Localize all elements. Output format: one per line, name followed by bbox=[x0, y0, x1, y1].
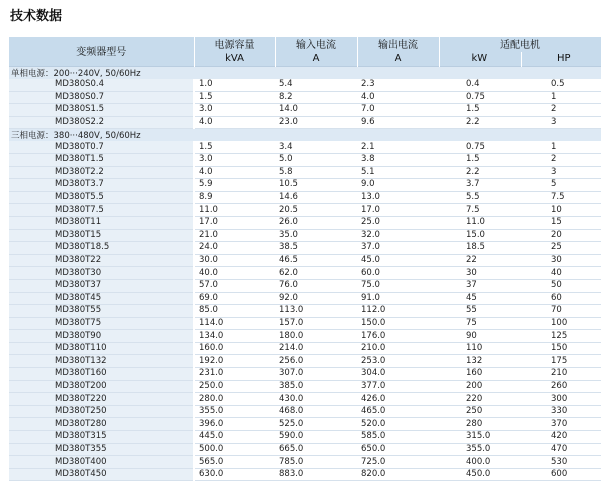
motor-hp-cell: 40 bbox=[521, 267, 601, 280]
input-current-cell: 468.0 bbox=[275, 405, 357, 418]
input-current-cell: 5.4 bbox=[275, 79, 357, 91]
motor-kw-cell: 450.0 bbox=[439, 468, 521, 481]
input-current-cell: 3.4 bbox=[275, 141, 357, 153]
table-row bbox=[9, 292, 601, 305]
model-cell: MD380T1.5 bbox=[9, 153, 194, 166]
motor-kw-cell: 22 bbox=[439, 254, 521, 267]
page-title: 技术数据 bbox=[10, 9, 63, 24]
table-row bbox=[9, 216, 601, 229]
output-current-cell: 650.0 bbox=[357, 443, 439, 456]
power-kva-cell: 17.0 bbox=[194, 216, 275, 229]
motor-kw-cell: 400.0 bbox=[439, 456, 521, 469]
model-cell: MD380T250 bbox=[9, 405, 194, 418]
motor-hp-cell: 260 bbox=[521, 380, 601, 393]
motor-hp-cell: 150 bbox=[521, 342, 601, 355]
model-cell: MD380T15 bbox=[9, 229, 194, 242]
input-current-cell: 214.0 bbox=[275, 342, 357, 355]
table-row bbox=[9, 305, 601, 318]
motor-kw-cell: 11.0 bbox=[439, 216, 521, 229]
power-kva-cell: 57.0 bbox=[194, 279, 275, 292]
power-kva-cell: 445.0 bbox=[194, 431, 275, 444]
input-current-cell: 157.0 bbox=[275, 317, 357, 330]
table-row bbox=[9, 330, 601, 343]
header-power-unit: kVA bbox=[194, 52, 275, 67]
power-kva-cell: 1.5 bbox=[194, 91, 275, 104]
model-cell: MD380T450 bbox=[9, 468, 194, 481]
model-cell: MD380T5.5 bbox=[9, 191, 194, 204]
motor-kw-cell: 1.5 bbox=[439, 153, 521, 166]
motor-kw-cell: 250 bbox=[439, 405, 521, 418]
output-current-cell: 150.0 bbox=[357, 317, 439, 330]
table-row bbox=[9, 91, 601, 104]
power-kva-cell: 1.5 bbox=[194, 141, 275, 153]
output-current-cell: 25.0 bbox=[357, 216, 439, 229]
output-current-cell: 37.0 bbox=[357, 242, 439, 255]
motor-kw-cell: 3.7 bbox=[439, 179, 521, 192]
table-row bbox=[9, 254, 601, 267]
motor-hp-cell: 70 bbox=[521, 305, 601, 318]
model-cell: MD380T18.5 bbox=[9, 242, 194, 255]
motor-kw-cell: 160 bbox=[439, 368, 521, 381]
motor-hp-cell: 1 bbox=[521, 141, 601, 153]
power-kva-cell: 134.0 bbox=[194, 330, 275, 343]
output-current-cell: 2.1 bbox=[357, 141, 439, 153]
model-cell: MD380T11 bbox=[9, 216, 194, 229]
table-row bbox=[9, 393, 601, 406]
input-current-cell: 5.8 bbox=[275, 166, 357, 179]
input-current-cell: 385.0 bbox=[275, 380, 357, 393]
motor-kw-cell: 280 bbox=[439, 418, 521, 431]
table-row bbox=[9, 317, 601, 330]
power-kva-cell: 30.0 bbox=[194, 254, 275, 267]
input-current-cell: 256.0 bbox=[275, 355, 357, 368]
table-row bbox=[9, 153, 601, 166]
output-current-cell: 13.0 bbox=[357, 191, 439, 204]
motor-hp-cell: 600 bbox=[521, 468, 601, 481]
motor-hp-cell: 15 bbox=[521, 216, 601, 229]
motor-kw-cell: 45 bbox=[439, 292, 521, 305]
motor-hp-cell: 175 bbox=[521, 355, 601, 368]
motor-kw-cell: 75 bbox=[439, 317, 521, 330]
motor-hp-cell: 2 bbox=[521, 104, 601, 117]
model-cell: MD380T3.7 bbox=[9, 179, 194, 192]
table-row bbox=[9, 279, 601, 292]
power-kva-cell: 630.0 bbox=[194, 468, 275, 481]
table-row bbox=[9, 116, 601, 129]
model-cell: MD380T400 bbox=[9, 456, 194, 469]
output-current-cell: 725.0 bbox=[357, 456, 439, 469]
motor-hp-cell: 100 bbox=[521, 317, 601, 330]
motor-hp-cell: 300 bbox=[521, 393, 601, 406]
motor-kw-cell: 200 bbox=[439, 380, 521, 393]
motor-hp-cell: 60 bbox=[521, 292, 601, 305]
motor-hp-cell: 530 bbox=[521, 456, 601, 469]
power-kva-cell: 8.9 bbox=[194, 191, 275, 204]
output-current-cell: 520.0 bbox=[357, 418, 439, 431]
input-current-cell: 62.0 bbox=[275, 267, 357, 280]
header-model: 变频器型号 bbox=[9, 37, 194, 67]
output-current-cell: 5.1 bbox=[357, 166, 439, 179]
header-input-unit: A bbox=[275, 52, 357, 67]
table-row bbox=[9, 104, 601, 117]
motor-hp-cell: 210 bbox=[521, 368, 601, 381]
motor-hp-cell: 25 bbox=[521, 242, 601, 255]
output-current-cell: 3.8 bbox=[357, 153, 439, 166]
power-kva-cell: 500.0 bbox=[194, 443, 275, 456]
motor-hp-cell: 0.5 bbox=[521, 79, 601, 91]
output-current-cell: 377.0 bbox=[357, 380, 439, 393]
input-current-cell: 883.0 bbox=[275, 468, 357, 481]
motor-kw-cell: 2.2 bbox=[439, 166, 521, 179]
model-cell: MD380T0.7 bbox=[9, 141, 194, 153]
motor-kw-cell: 90 bbox=[439, 330, 521, 343]
table-row bbox=[9, 355, 601, 368]
power-kva-cell: 21.0 bbox=[194, 229, 275, 242]
motor-hp-cell: 125 bbox=[521, 330, 601, 343]
header-output-current: 输出电流 bbox=[357, 37, 439, 52]
motor-kw-cell: 37 bbox=[439, 279, 521, 292]
model-cell: MD380T132 bbox=[9, 355, 194, 368]
input-current-cell: 665.0 bbox=[275, 443, 357, 456]
motor-hp-cell: 3 bbox=[521, 166, 601, 179]
motor-kw-cell: 355.0 bbox=[439, 443, 521, 456]
motor-kw-cell: 7.5 bbox=[439, 204, 521, 217]
header-output-unit: A bbox=[357, 52, 439, 67]
model-cell: MD380T30 bbox=[9, 267, 194, 280]
section-three-phase-label: 三相电源：380···480V, 50/60Hz bbox=[9, 129, 601, 142]
power-kva-cell: 231.0 bbox=[194, 368, 275, 381]
motor-kw-cell: 18.5 bbox=[439, 242, 521, 255]
power-kva-cell: 5.9 bbox=[194, 179, 275, 192]
motor-kw-cell: 0.4 bbox=[439, 79, 521, 91]
table-row bbox=[9, 368, 601, 381]
model-cell: MD380T45 bbox=[9, 292, 194, 305]
power-kva-cell: 3.0 bbox=[194, 104, 275, 117]
table-row bbox=[9, 204, 601, 217]
power-kva-cell: 396.0 bbox=[194, 418, 275, 431]
input-current-cell: 10.5 bbox=[275, 179, 357, 192]
table-body bbox=[9, 67, 601, 481]
table-row bbox=[9, 166, 601, 179]
input-current-cell: 92.0 bbox=[275, 292, 357, 305]
table-row bbox=[9, 418, 601, 431]
motor-kw-cell: 110 bbox=[439, 342, 521, 355]
input-current-cell: 26.0 bbox=[275, 216, 357, 229]
motor-hp-cell: 470 bbox=[521, 443, 601, 456]
power-kva-cell: 160.0 bbox=[194, 342, 275, 355]
input-current-cell: 525.0 bbox=[275, 418, 357, 431]
motor-hp-cell: 3 bbox=[521, 116, 601, 129]
power-kva-cell: 11.0 bbox=[194, 204, 275, 217]
model-cell: MD380T22 bbox=[9, 254, 194, 267]
input-current-cell: 180.0 bbox=[275, 330, 357, 343]
motor-kw-cell: 315.0 bbox=[439, 431, 521, 444]
table-row bbox=[9, 229, 601, 242]
header-input-current: 输入电流 bbox=[275, 37, 357, 52]
output-current-cell: 91.0 bbox=[357, 292, 439, 305]
power-kva-cell: 3.0 bbox=[194, 153, 275, 166]
header-hp-unit: HP bbox=[521, 52, 601, 67]
header-kw-unit: kW bbox=[439, 52, 521, 67]
model-cell: MD380T280 bbox=[9, 418, 194, 431]
model-cell: MD380T160 bbox=[9, 368, 194, 381]
output-current-cell: 304.0 bbox=[357, 368, 439, 381]
motor-hp-cell: 10 bbox=[521, 204, 601, 217]
output-current-cell: 176.0 bbox=[357, 330, 439, 343]
motor-hp-cell: 330 bbox=[521, 405, 601, 418]
table-row bbox=[9, 380, 601, 393]
header-motor: 适配电机 bbox=[439, 37, 601, 52]
power-kva-cell: 114.0 bbox=[194, 317, 275, 330]
input-current-cell: 113.0 bbox=[275, 305, 357, 318]
table-row bbox=[9, 456, 601, 469]
output-current-cell: 60.0 bbox=[357, 267, 439, 280]
table-row bbox=[9, 179, 601, 192]
output-current-cell: 9.0 bbox=[357, 179, 439, 192]
input-current-cell: 785.0 bbox=[275, 456, 357, 469]
table-row bbox=[9, 468, 601, 481]
header-power: 电源容量 bbox=[194, 37, 275, 52]
model-cell: MD380S0.7 bbox=[9, 91, 194, 104]
output-current-cell: 4.0 bbox=[357, 91, 439, 104]
power-kva-cell: 565.0 bbox=[194, 456, 275, 469]
motor-kw-cell: 30 bbox=[439, 267, 521, 280]
model-cell: MD380S2.2 bbox=[9, 116, 194, 129]
table-row bbox=[9, 342, 601, 355]
output-current-cell: 112.0 bbox=[357, 305, 439, 318]
power-kva-cell: 24.0 bbox=[194, 242, 275, 255]
section-three-phase bbox=[9, 129, 601, 142]
model-cell: MD380T7.5 bbox=[9, 204, 194, 217]
table-row bbox=[9, 191, 601, 204]
table-row bbox=[9, 443, 601, 456]
output-current-cell: 45.0 bbox=[357, 254, 439, 267]
output-current-cell: 426.0 bbox=[357, 393, 439, 406]
motor-hp-cell: 7.5 bbox=[521, 191, 601, 204]
input-current-cell: 430.0 bbox=[275, 393, 357, 406]
motor-hp-cell: 2 bbox=[521, 153, 601, 166]
power-kva-cell: 4.0 bbox=[194, 166, 275, 179]
motor-kw-cell: 1.5 bbox=[439, 104, 521, 117]
input-current-cell: 590.0 bbox=[275, 431, 357, 444]
input-current-cell: 35.0 bbox=[275, 229, 357, 242]
output-current-cell: 32.0 bbox=[357, 229, 439, 242]
input-current-cell: 14.6 bbox=[275, 191, 357, 204]
input-current-cell: 5.0 bbox=[275, 153, 357, 166]
motor-hp-cell: 5 bbox=[521, 179, 601, 192]
power-kva-cell: 1.0 bbox=[194, 79, 275, 91]
output-current-cell: 17.0 bbox=[357, 204, 439, 217]
output-current-cell: 820.0 bbox=[357, 468, 439, 481]
section-single-phase-label: 单相电源：200···240V, 50/60Hz bbox=[9, 67, 601, 80]
model-cell: MD380T315 bbox=[9, 431, 194, 444]
input-current-cell: 46.5 bbox=[275, 254, 357, 267]
power-kva-cell: 85.0 bbox=[194, 305, 275, 318]
motor-kw-cell: 15.0 bbox=[439, 229, 521, 242]
motor-kw-cell: 55 bbox=[439, 305, 521, 318]
table-row bbox=[9, 242, 601, 255]
input-current-cell: 20.5 bbox=[275, 204, 357, 217]
motor-hp-cell: 370 bbox=[521, 418, 601, 431]
motor-kw-cell: 2.2 bbox=[439, 116, 521, 129]
section-single-phase bbox=[9, 67, 601, 80]
tech-data-table bbox=[9, 37, 602, 481]
motor-hp-cell: 420 bbox=[521, 431, 601, 444]
input-current-cell: 38.5 bbox=[275, 242, 357, 255]
model-cell: MD380T355 bbox=[9, 443, 194, 456]
power-kva-cell: 69.0 bbox=[194, 292, 275, 305]
model-cell: MD380T37 bbox=[9, 279, 194, 292]
table-row bbox=[9, 141, 601, 153]
table-row bbox=[9, 431, 601, 444]
model-cell: MD380T110 bbox=[9, 342, 194, 355]
table-row bbox=[9, 267, 601, 280]
table-header bbox=[9, 37, 601, 67]
motor-hp-cell: 1 bbox=[521, 91, 601, 104]
model-cell: MD380T2.2 bbox=[9, 166, 194, 179]
input-current-cell: 23.0 bbox=[275, 116, 357, 129]
model-cell: MD380T55 bbox=[9, 305, 194, 318]
input-current-cell: 76.0 bbox=[275, 279, 357, 292]
power-kva-cell: 355.0 bbox=[194, 405, 275, 418]
output-current-cell: 7.0 bbox=[357, 104, 439, 117]
output-current-cell: 465.0 bbox=[357, 405, 439, 418]
output-current-cell: 253.0 bbox=[357, 355, 439, 368]
power-kva-cell: 40.0 bbox=[194, 267, 275, 280]
power-kva-cell: 280.0 bbox=[194, 393, 275, 406]
output-current-cell: 9.6 bbox=[357, 116, 439, 129]
input-current-cell: 8.2 bbox=[275, 91, 357, 104]
motor-hp-cell: 30 bbox=[521, 254, 601, 267]
power-kva-cell: 192.0 bbox=[194, 355, 275, 368]
motor-kw-cell: 0.75 bbox=[439, 141, 521, 153]
motor-hp-cell: 20 bbox=[521, 229, 601, 242]
model-cell: MD380T200 bbox=[9, 380, 194, 393]
input-current-cell: 14.0 bbox=[275, 104, 357, 117]
power-kva-cell: 4.0 bbox=[194, 116, 275, 129]
input-current-cell: 307.0 bbox=[275, 368, 357, 381]
output-current-cell: 2.3 bbox=[357, 79, 439, 91]
table-row bbox=[9, 79, 601, 91]
power-kva-cell: 250.0 bbox=[194, 380, 275, 393]
motor-kw-cell: 0.75 bbox=[439, 91, 521, 104]
model-cell: MD380T90 bbox=[9, 330, 194, 343]
model-cell: MD380T220 bbox=[9, 393, 194, 406]
motor-kw-cell: 5.5 bbox=[439, 191, 521, 204]
motor-hp-cell: 50 bbox=[521, 279, 601, 292]
model-cell: MD380S0.4 bbox=[9, 79, 194, 91]
output-current-cell: 585.0 bbox=[357, 431, 439, 444]
model-cell: MD380S1.5 bbox=[9, 104, 194, 117]
motor-kw-cell: 220 bbox=[439, 393, 521, 406]
output-current-cell: 210.0 bbox=[357, 342, 439, 355]
model-cell: MD380T75 bbox=[9, 317, 194, 330]
output-current-cell: 75.0 bbox=[357, 279, 439, 292]
motor-kw-cell: 132 bbox=[439, 355, 521, 368]
table-row bbox=[9, 405, 601, 418]
